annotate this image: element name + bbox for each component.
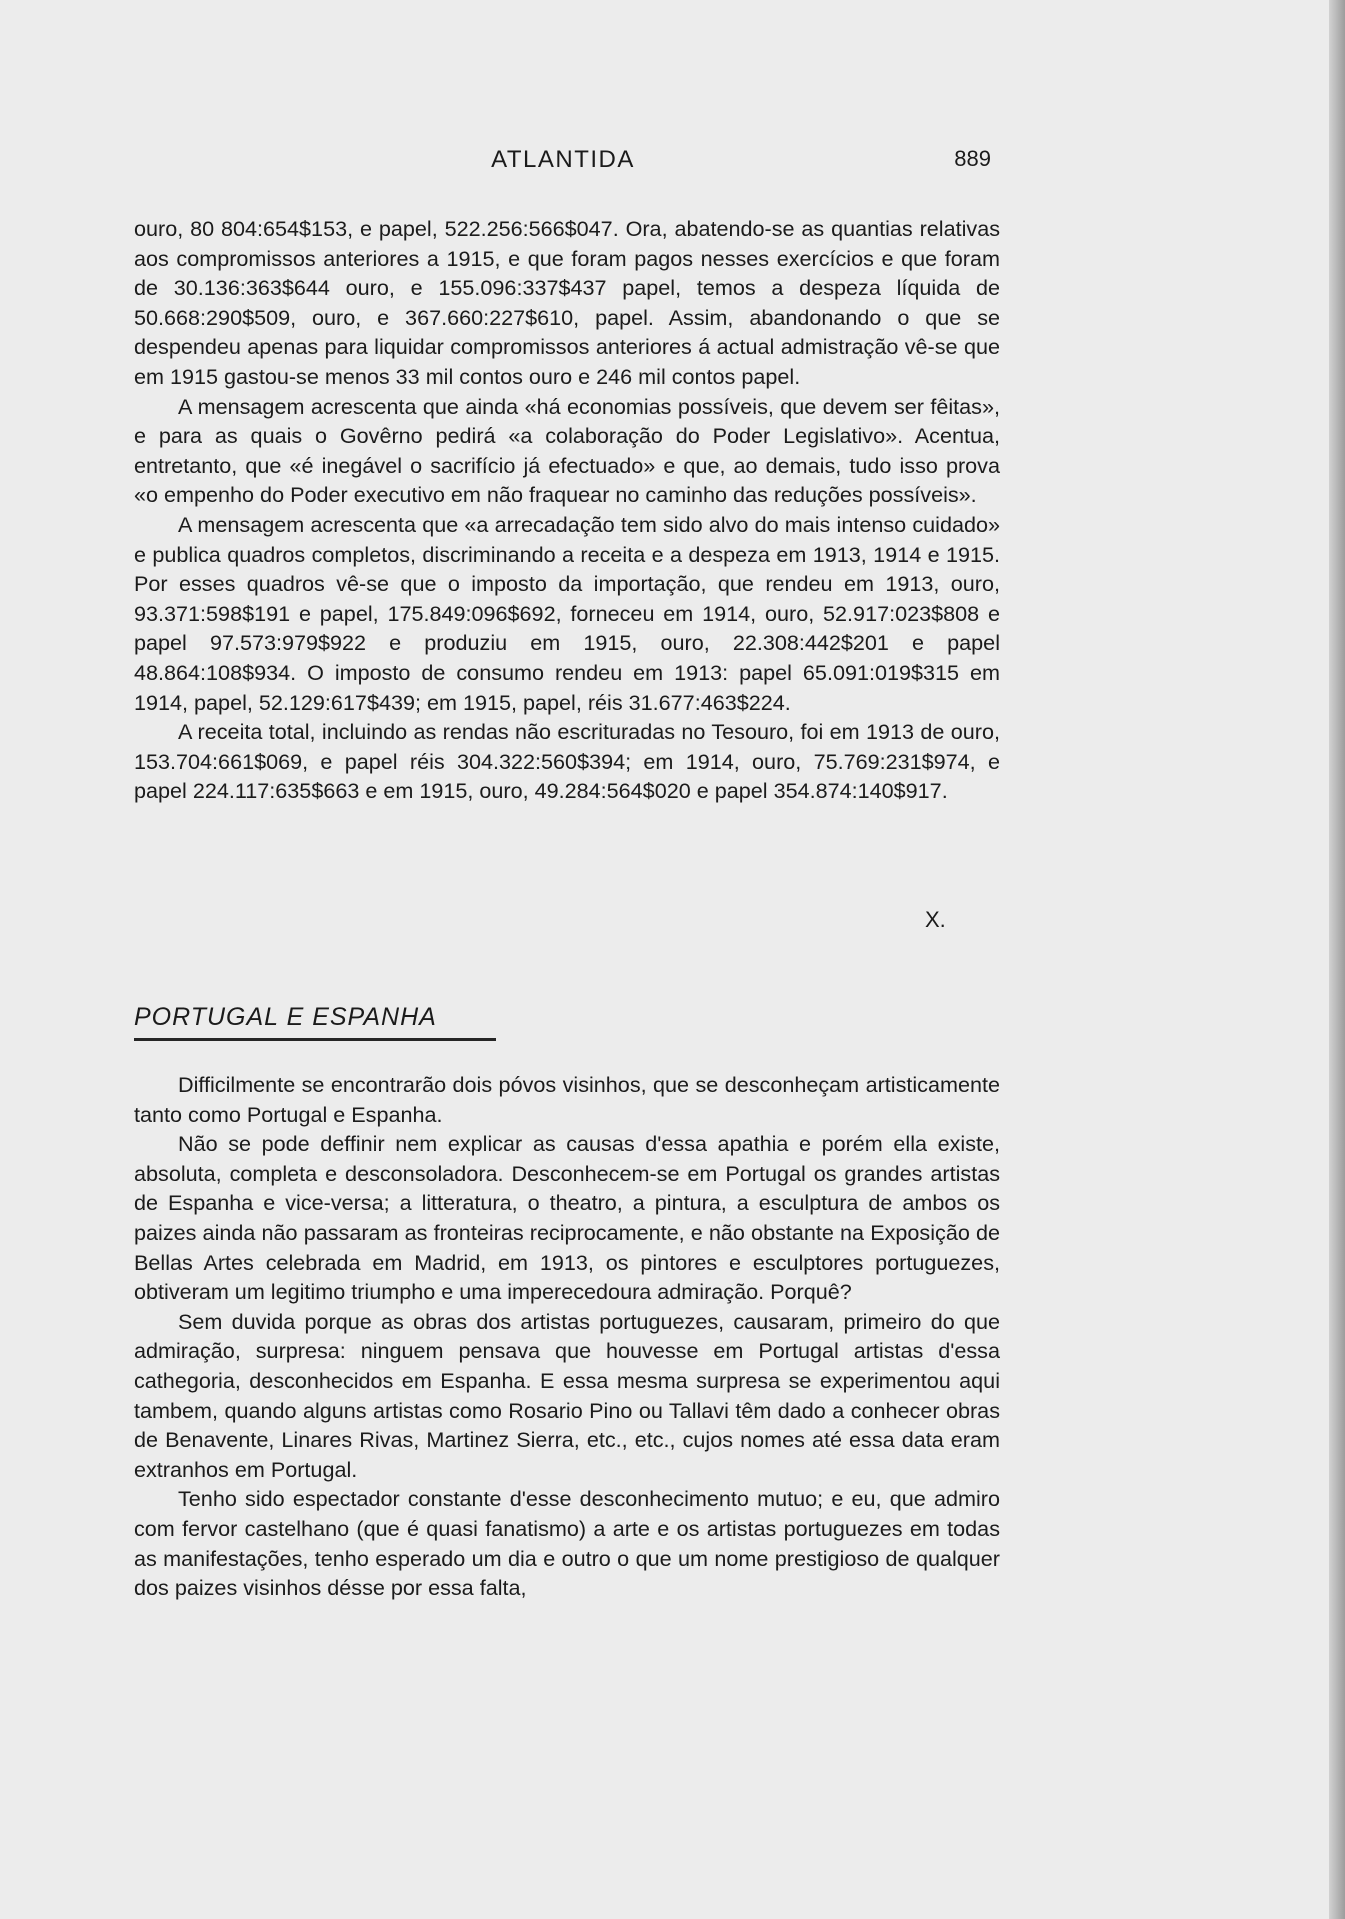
running-head: ATLANTIDA <box>491 146 635 173</box>
article-one-paragraph-3: A mensagem acrescenta que «a arrecadação tem sido alvo do mais intenso cuidado» e publica quadros completos, discriminando a receita e a despeza em 1913, 1914 e 1915. Por esses quadros vê-se que o imposto da importação, que rendeu em 1913, ouro, 93.371:598$191 e papel, 175.849:096$692, forneceu em 1914, ouro, 52.917:023$808 e papel 97.573:979$922 e produziu em 1915, ouro, 22.308:442$201 e papel 48.864:108$934. O imposto de consumo rendeu em 1913: papel 65.091:019$315 em 1914, papel, 52.129:617$439; em 1915, papel, réis 31.677:463$224. <box>134 511 1000 715</box>
article-one-body <box>134 214 1000 806</box>
article-one-paragraph-2: A mensagem acrescenta que ainda «há economias possíveis, que devem ser fêitas», e para as quais o Govêrno pedirá «a colaboração do Poder Legislativo». Acentua, entretanto, que «é inegável o sacrifício já efectuado» e que, ao demais, tudo isso prova «o empenho do Poder executivo em não fraquear no caminho das reduções possíveis». <box>134 393 1000 508</box>
section-title-underline <box>134 1038 496 1041</box>
page-header <box>135 146 991 180</box>
page-number: 889 <box>954 146 991 171</box>
article-two-paragraph-4: Tenho sido espectador constante d'esse desconhecimento mutuo; e eu, que admiro com fervor castelhano (que é quasi fanatismo) a arte e os artistas portuguezes em todas as manifestações, tenho esperado um dia e outro o que um nome prestigioso de qualquer dos paizes visinhos désse por essa falta, <box>134 1486 1000 1601</box>
article-two-paragraph-1: Difficilmente se encontrarão dois póvos visinhos, que se desconheçam artisticamente tanto como Portugal e Espanha. <box>134 1072 1000 1127</box>
article-two-paragraph-3: Sem duvida porque as obras dos artistas portuguezes, causaram, primeiro do que admiração, surpresa: ninguem pensava que houvesse em Portugal artistas d'essa cathegoria, desconhecidos em Espanha. E essa mesma surpresa se experimentou aqui tambem, quando alguns artistas como Rosario Pino ou Tallavi têm dado a conhecer obras de Benavente, Linares Rivas, Martinez Sierra, etc., etc., cujos nomes até essa data eram extranhos em Portugal. <box>134 1308 1000 1482</box>
article-one-signature: X. <box>925 907 946 932</box>
article-two-body <box>134 1070 1000 1603</box>
article-one-paragraph-1: ouro, 80 804:654$153, e papel, 522.256:566$047. Ora, abatendo-se as quantias relativas aos compromissos anteriores a 1915, e que foram pagos nesses exercícios e que foram de 30.136:363$644 ouro, e 155.096:337$437 papel, temos a despeza líquida de 50.668:290$509, ouro, e 367.660:227$610, papel. Assim, abandonando o que se despendeu apenas para liquidar compromissos anteriores á actual admistração vê-se que em 1915 gastou-se menos 33 mil contos ouro e 246 mil contos papel. <box>134 216 1000 389</box>
page-edge-shadow <box>1329 0 1345 1919</box>
article-two-paragraph-2: Não se pode deffinir nem explicar as causas d'essa apathia e porém ella existe, absoluta, completa e desconsoladora. Desconhecem-se em Portugal os grandes artistas de Espanha e vice-versa; a litteratura, o theatro, a pintura, a esculptura de ambos os paizes ainda não passaram as fronteiras reciprocamente, e não obstante na Exposição de Bellas Artes celebrada em Madrid, em 1913, os pintores e esculptores portuguezes, obtiveram um legitimo triumpho e uma imperecedoura admiração. Porquê? <box>134 1131 1000 1305</box>
section-title: PORTUGAL E ESPANHA <box>134 1003 437 1031</box>
article-one-paragraph-4: A receita total, incluindo as rendas não escrituradas no Tesouro, foi em 1913 de ouro, 153.704:661$069, e papel réis 304.322:560$394; em 1914, ouro, 75.769:231$974, e papel 224.117:635$663 e em 1915, ouro, 49.284:564$020 e papel 354.874:140$917. <box>134 719 1000 804</box>
